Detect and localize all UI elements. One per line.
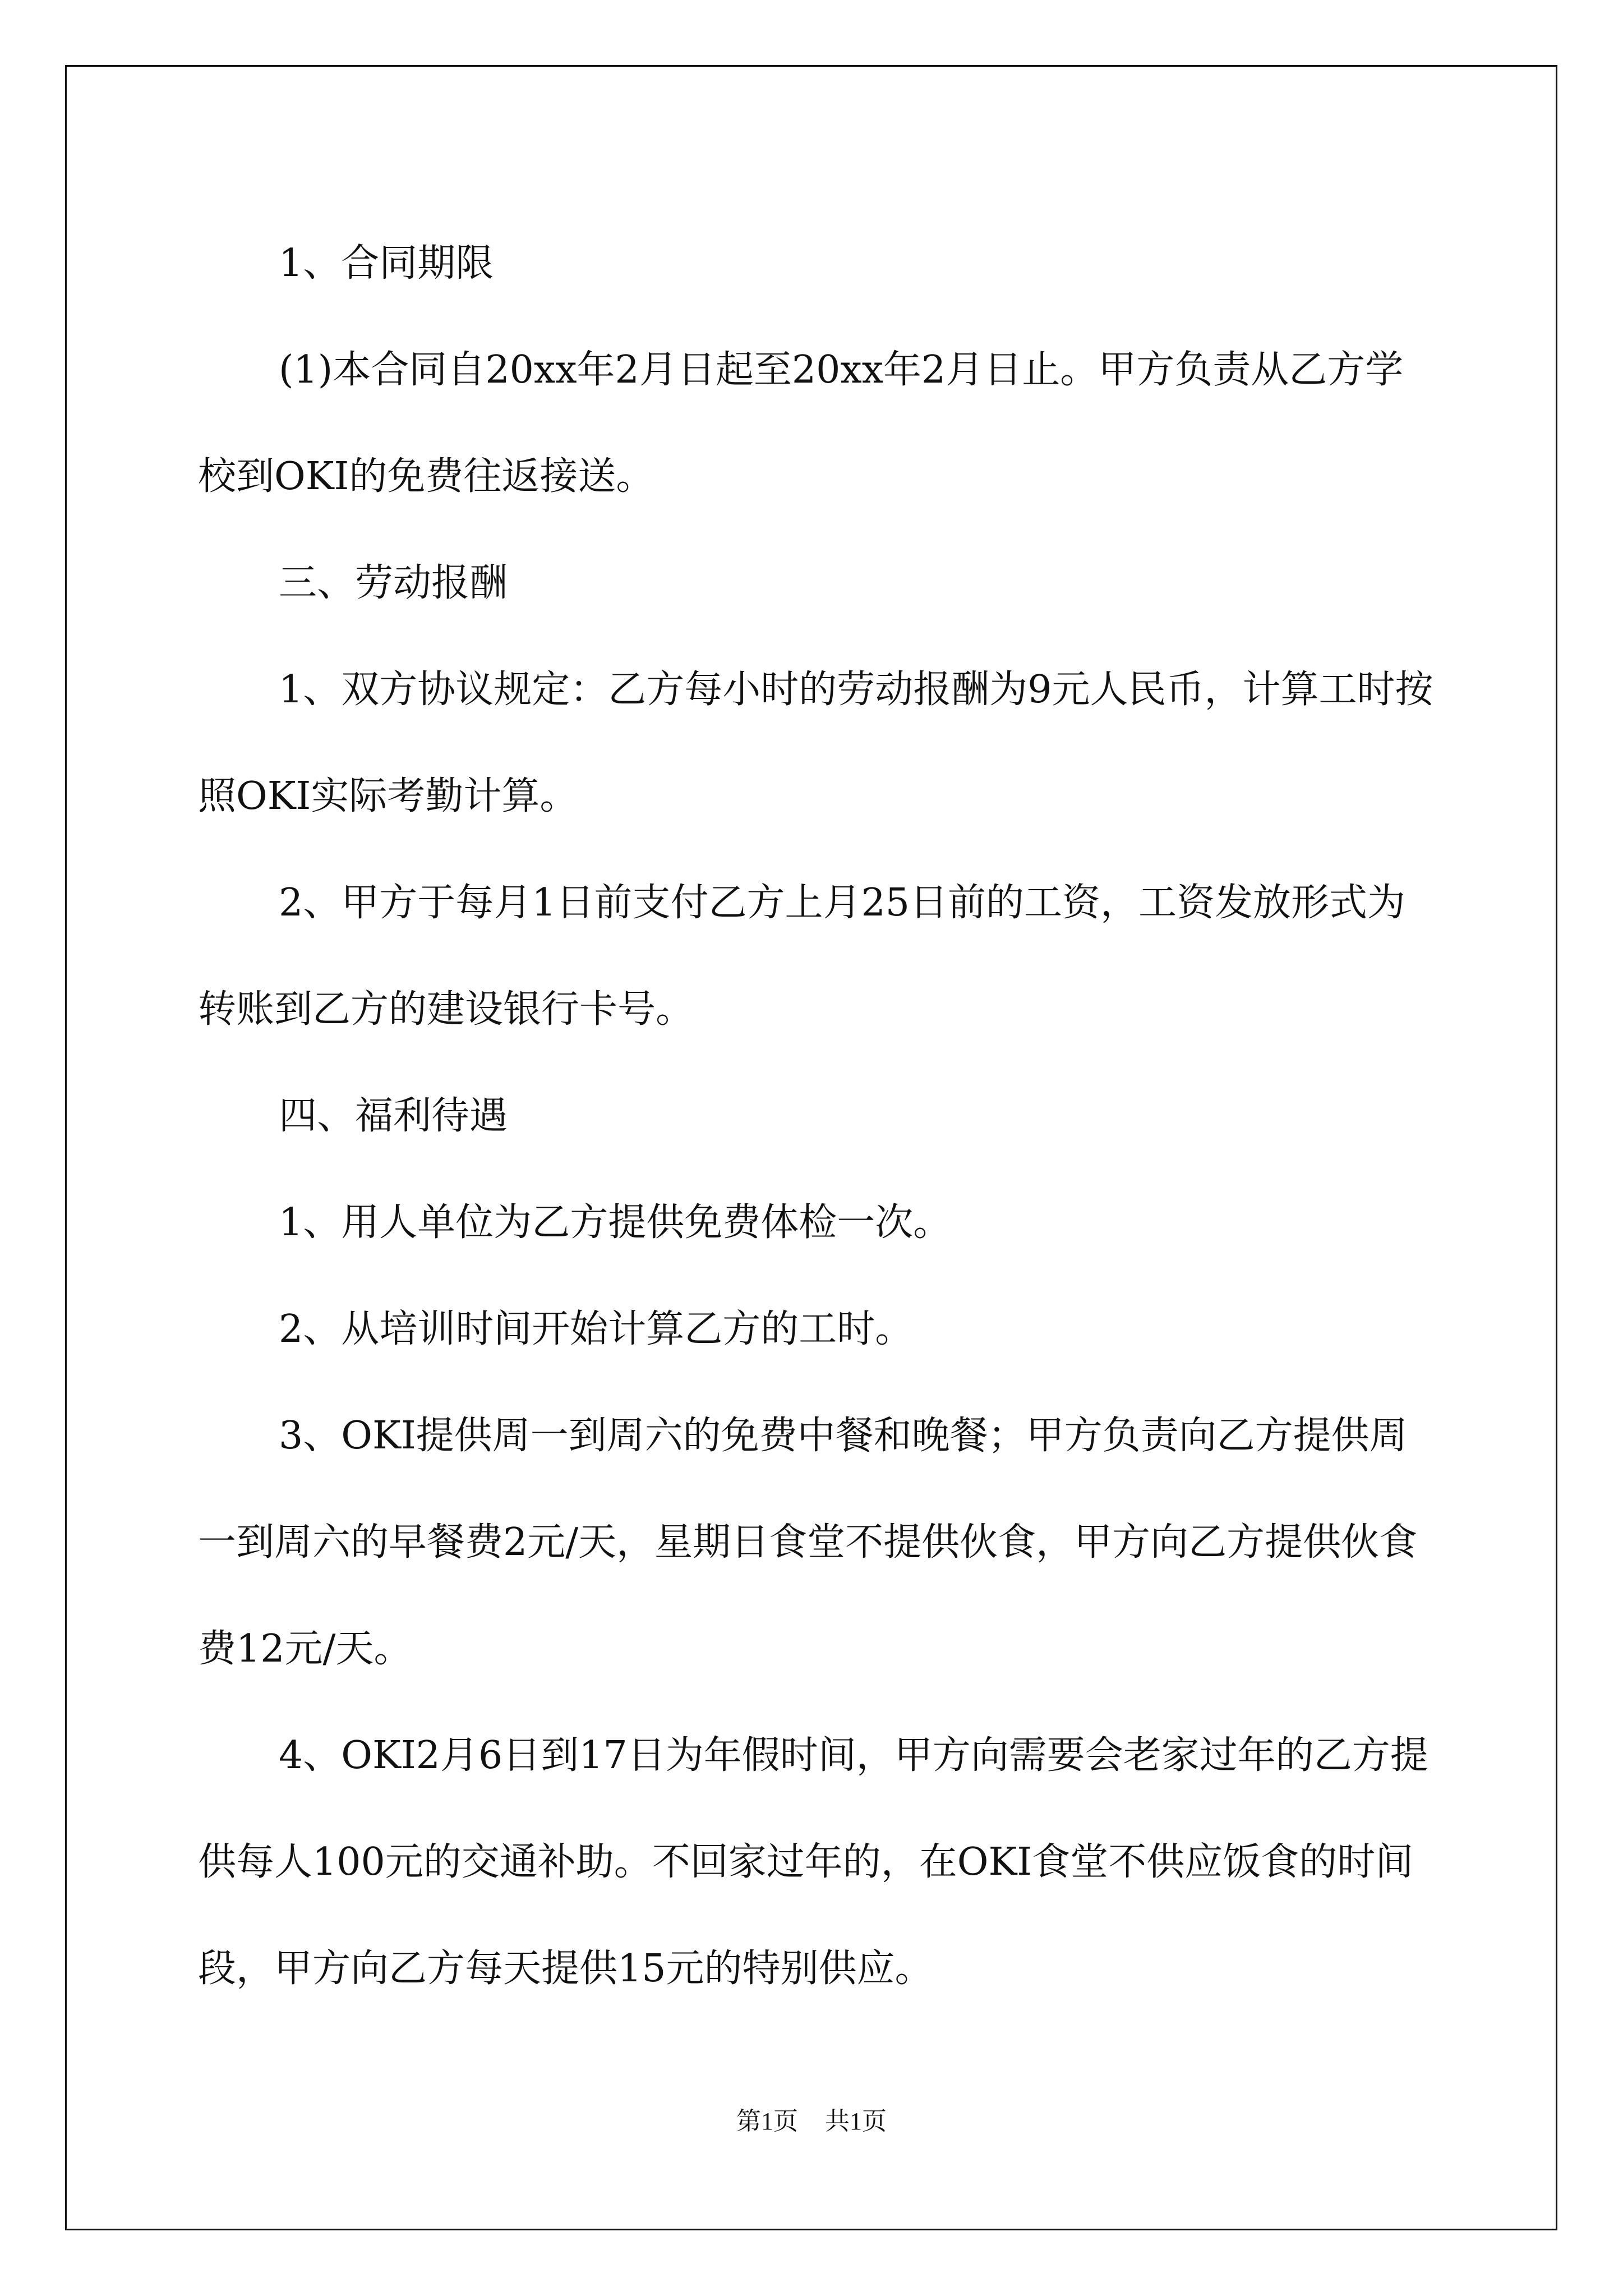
page-footer <box>0 2101 1623 2137</box>
paragraph-meals: 3、OKI提供周一到周六的免费中餐和晚餐；甲方负责向乙方提供周一到周六的早餐费2元/天，星期日食堂不提供伙食，甲方向乙方提供伙食费12元/天。 <box>198 1414 1418 1671</box>
paragraph-training-hours: 2、从培训时间开始计算乙方的工时。 <box>279 1307 914 1351</box>
section-heading-remuneration: 三、劳动报酬 <box>279 561 508 605</box>
paragraph-contract-period: (1)本合同自20xx年2月日起至20xx年2月日止。甲方负责从乙方学校到OKI的免费往返接送。 <box>198 348 1404 499</box>
paragraph-payment-date: 2、甲方于每月1日前支付乙方上月25日前的工资，工资发放形式为转账到乙方的建设银行卡号。 <box>198 881 1406 1032</box>
page-number-current: 第1页 <box>736 2108 798 2135</box>
document-body <box>198 210 1435 2022</box>
page-number-total: 共1页 <box>825 2108 887 2135</box>
paragraph-hourly-pay: 1、双方协议规定：乙方每小时的劳动报酬为9元人民币，计算工时按照OKI实际考勤计算。 <box>198 668 1433 818</box>
paragraph-holiday-allowance: 4、OKI2月6日到17日为年假时间，甲方向需要会老家过年的乙方提供每人100元的交通补助。不回家过年的，在OKI食堂不供应饭食的时间段，甲方向乙方每天提供15元的特别供应。 <box>198 1733 1428 1991</box>
section-heading-benefits: 四、福利待遇 <box>279 1094 508 1138</box>
section-heading-contract-term: 1、合同期限 <box>279 241 494 286</box>
paragraph-medical-exam: 1、用人单位为乙方提供免费体检一次。 <box>279 1200 952 1245</box>
